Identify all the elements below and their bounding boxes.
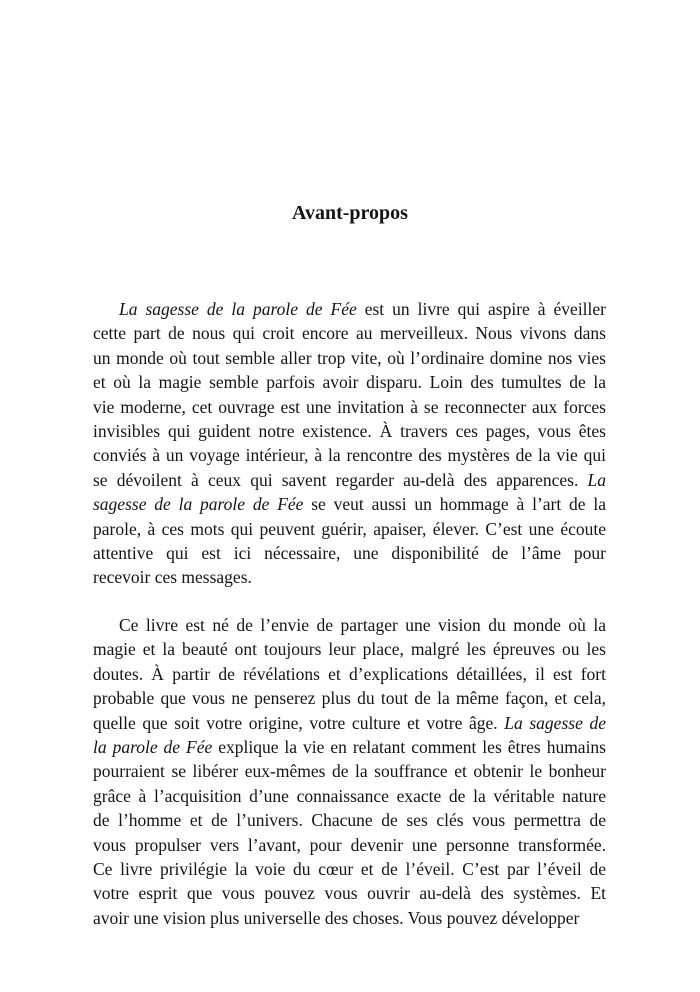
text-line [93, 808, 606, 832]
text-line [93, 468, 606, 492]
text-run: probable que vous ne penserez plus du tout de la même façon, et cela, [93, 688, 606, 709]
text-run: votre esprit que vous pouvez vous ouvrir au-delà des systèmes. Et [93, 883, 606, 904]
text-run: de l’homme et de l’univers. Chacune de ses clés vous permettra de [93, 810, 606, 831]
text-line [93, 906, 606, 930]
book-title-italic: La sagesse de [504, 712, 606, 733]
text-run: quelle que soit votre origine, votre culture et votre âge. [93, 712, 505, 733]
text-line [93, 637, 606, 661]
text-line [93, 735, 606, 759]
text-run: se dévoilent à ceux qui savent regarder au-delà des apparences. [93, 469, 588, 490]
text-line [93, 833, 606, 857]
book-title-italic: sagesse de la parole de Fée [93, 494, 304, 515]
text-run: recevoir ces messages. [93, 567, 252, 588]
text-line [93, 395, 606, 419]
text-line [93, 565, 606, 589]
text-line [93, 662, 606, 686]
text-line [93, 297, 606, 321]
text-run: vie moderne, cet ouvrage est une invitation à se reconnecter aux forces [93, 396, 606, 417]
text-run: un monde où tout semble aller trop vite, où l’ordinaire domine nos vies [93, 347, 606, 368]
text-run: doutes. À partir de révélations et d’explications détaillées, il est fort [93, 663, 606, 684]
text-line [93, 686, 606, 710]
text-run: cette part de nous qui croit encore au merveilleux. Nous vivons dans [93, 323, 606, 344]
text-run: se veut aussi un hommage à l’art de la [303, 494, 606, 515]
text-run: attentive qui est ici nécessaire, une disponibilité de l’âme pour [93, 542, 606, 563]
text-run: parole, à ces mots qui peuvent guérir, apaiser, élever. C’est une écoute [93, 518, 606, 539]
text-line [93, 711, 606, 735]
text-line [93, 517, 606, 541]
text-line [93, 857, 606, 881]
text-run: magie et la beauté ont toujours leur place, malgré les épreuves ou les [93, 639, 606, 660]
text-run: grâce à l’acquisition d’une connaissance exacte de la véritable nature [93, 785, 606, 806]
text-line [93, 759, 606, 783]
text-run: et où la magie semble parfois avoir disparu. Loin des tumultes de la [93, 372, 606, 393]
text-run: vous propulser vers l’avant, pour devenir une personne transformée. [93, 834, 606, 855]
text-run: conviés à un voyage intérieur, à la rencontre des mystères de la vie qui [93, 445, 606, 466]
text-line [93, 346, 606, 370]
text-line [93, 370, 606, 394]
text-line [93, 881, 606, 905]
text-run: avoir une vision plus universelle des choses. Vous pouvez développer [93, 907, 580, 928]
paragraph-1 [93, 297, 606, 590]
book-title-italic: La [587, 469, 606, 490]
text-line [93, 613, 606, 637]
text-run: pourraient se libérer eux-mêmes de la souffrance et obtenir le bonheur [93, 761, 606, 782]
text-line [93, 541, 606, 565]
page-title: Avant-propos [292, 202, 408, 224]
text-line [93, 784, 606, 808]
text-line [93, 419, 606, 443]
text-line [93, 443, 606, 467]
text-run: explique la vie en relatant comment les êtres humains [212, 736, 606, 757]
paragraph-2 [93, 613, 606, 930]
text-run: est un livre qui aspire à éveiller [356, 299, 606, 319]
text-run: Ce livre privilégie la voie du cœur et de l’éveil. C’est par l’éveil de [93, 858, 606, 879]
book-title-italic: La sagesse de la parole de Fée [119, 299, 357, 319]
text-line [93, 492, 606, 516]
book-title-italic: la parole de Fée [93, 736, 213, 757]
text-run: Ce livre est né de l’envie de partager une vision du monde où la [119, 615, 606, 635]
text-run: invisibles qui guident notre existence. À travers ces pages, vous êtes [93, 420, 606, 441]
text-line [93, 321, 606, 345]
